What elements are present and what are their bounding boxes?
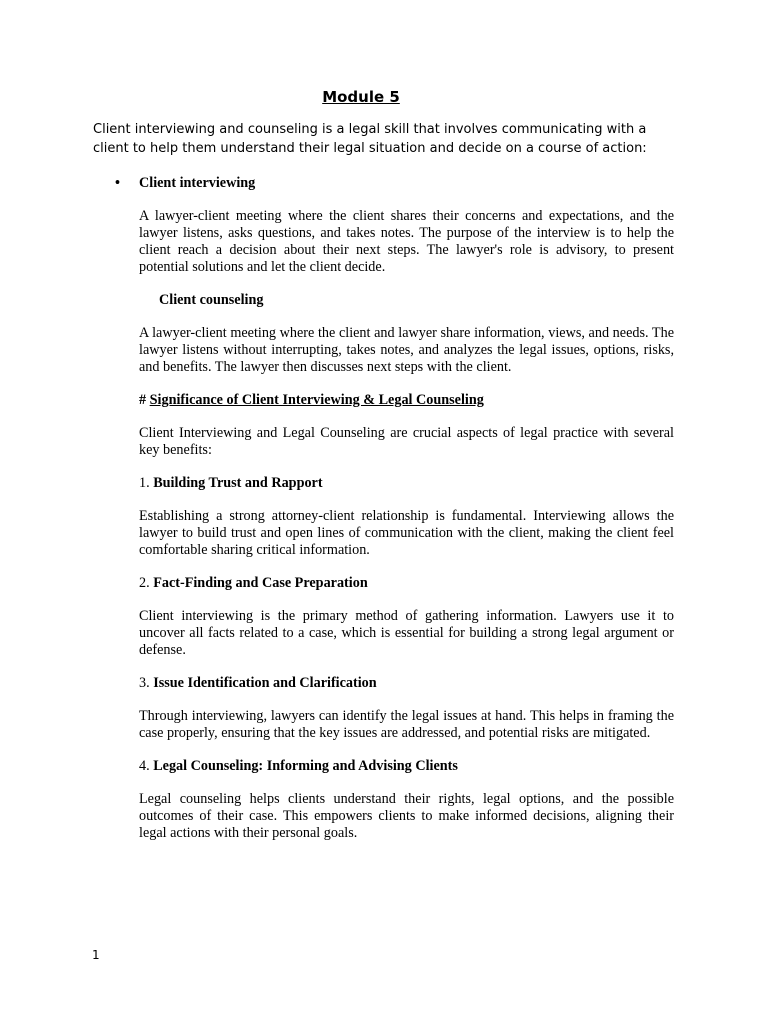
benefit-heading-2 — [139, 575, 674, 592]
benefit-heading-text: Legal Counseling: Informing and Advising Clients — [153, 758, 458, 774]
page-number: 1 — [92, 948, 100, 962]
benefit-body-2: Client interviewing is the primary method of gathering information. Lawyers use it to uncover all facts related to a case, which is essential for building a strong legal argument or defense. — [139, 608, 674, 658]
benefit-heading-4 — [139, 758, 674, 775]
bullet-icon: • — [115, 175, 120, 191]
section-heading-client-counseling: Client counseling — [159, 292, 264, 308]
benefit-body-4: Legal counseling helps clients understand their rights, legal options, and the possible outcomes of their case. This empowers clients to make informed decisions, aligning their legal actions with their personal goals. — [139, 791, 674, 841]
benefit-body-3: Through interviewing, lawyers can identify the legal issues at hand. This helps in framing the case properly, ensuring that the key issues are addressed, and potential risks are mitigated. — [139, 708, 674, 741]
benefit-number: 1. — [139, 475, 154, 491]
benefit-heading-text: Issue Identification and Clarification — [153, 675, 377, 691]
significance-heading — [139, 392, 674, 409]
benefit-number: 4. — [139, 758, 154, 774]
benefit-number: 3. — [139, 675, 154, 691]
section-body-client-counseling: A lawyer-client meeting where the client and lawyer share information, views, and needs. The lawyer listens without interrupting, takes notes, and analyzes the legal issues, options, risks, and benefits. The lawyer then discusses next steps with the client. — [139, 325, 674, 375]
benefit-heading-text: Fact-Finding and Case Preparation — [153, 575, 368, 591]
document-content — [115, 175, 674, 842]
benefit-number: 2. — [139, 575, 154, 591]
significance-body: Client Interviewing and Legal Counseling are crucial aspects of legal practice with several key benefits: — [139, 425, 674, 458]
intro-paragraph: Client interviewing and counseling is a legal skill that involves communicating with a client to help them understand their legal situation and decide on a course of action: — [93, 122, 647, 156]
benefit-body-1: Establishing a strong attorney-client relationship is fundamental. Interviewing allows the lawyer to build trust and open lines of communication with the client, making the client feel comfortable sharing critical information. — [139, 508, 674, 558]
benefit-heading-1 — [139, 475, 674, 492]
benefit-heading-3 — [139, 675, 674, 692]
section-heading-client-interviewing — [115, 175, 674, 192]
significance-heading-text: Significance of Client Interviewing & Legal Counseling — [149, 392, 484, 408]
page-title: Module 5 — [322, 88, 400, 106]
section-heading-text: Client interviewing — [139, 175, 256, 191]
benefit-heading-text: Building Trust and Rapport — [153, 475, 323, 491]
heading-prefix: # — [139, 392, 150, 408]
section-body-client-interviewing: A lawyer-client meeting where the client shares their concerns and expectations, and the lawyer listens, asks questions, and takes notes. The purpose of the interview is to help the client reach a decision about their next steps. The lawyer's role is advisory, to present potential solutions and let the client decide. — [139, 208, 674, 275]
